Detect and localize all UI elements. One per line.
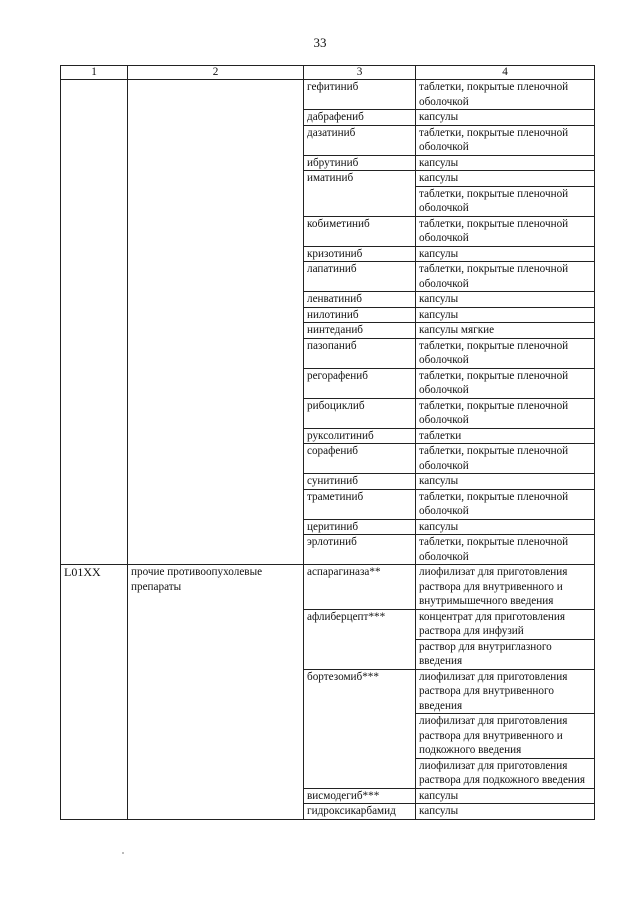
table-row [61,565,595,610]
dosage-form-cell: концентрат для приготовления раствора для инфузий [416,609,595,639]
dosage-form-cell: капсулы [416,307,595,323]
dosage-form-cell: таблетки, покрытые пленочной оболочкой [416,216,595,246]
drug-name-cell: пазопаниб [304,338,416,368]
drug-name-cell: гидроксикарбамид [304,804,416,820]
drug-table [60,65,595,820]
dosage-form-cell: капсулы [416,110,595,126]
dosage-form-cell: капсулы [416,171,595,187]
drug-name-cell: нинтеданиб [304,323,416,339]
dosage-form-cell: таблетки, покрытые пленочной оболочкой [416,368,595,398]
header-col-4: 4 [416,66,595,80]
drug-name-cell: руксолитиниб [304,428,416,444]
drug-name-cell: регорафениб [304,368,416,398]
drug-name-cell: аспарагиназа** [304,565,416,610]
drug-name-cell: траметиниб [304,489,416,519]
drug-name-cell: ибрутиниб [304,155,416,171]
table-header [61,66,595,80]
drug-name-cell: бортезомиб*** [304,669,416,788]
dosage-form-cell: капсулы [416,246,595,262]
dosage-form-cell: таблетки, покрытые пленочной оболочкой [416,80,595,110]
drug-name-cell: сунитиниб [304,474,416,490]
atc-code-cell-empty [61,80,128,565]
dosage-form-cell: лиофилизат для приготовления раствора для внутривенного введения [416,669,595,714]
table-body [61,80,595,820]
atc-code-cell: L01XX [61,565,128,820]
dosage-form-cell: капсулы [416,788,595,804]
dosage-form-cell: раствор для внутриглазного введения [416,639,595,669]
drug-name-cell: иматиниб [304,171,416,217]
drug-name-cell: сорафениб [304,444,416,474]
dosage-form-cell: таблетки, покрытые пленочной оболочкой [416,262,595,292]
page-number: 33 [313,35,327,50]
header-col-2: 2 [128,66,304,80]
dosage-form-cell: лиофилизат для приготовления раствора для внутривенного и подкожного введения [416,714,595,759]
drug-name-cell: рибоциклиб [304,398,416,428]
dosage-form-cell: таблетки, покрытые пленочной оболочкой [416,125,595,155]
drug-name-cell: кризотиниб [304,246,416,262]
dosage-form-cell: капсулы [416,804,595,820]
table-row [61,80,595,110]
header-col-3: 3 [304,66,416,80]
dosage-form-cell: капсулы [416,519,595,535]
drug-name-cell: афлиберцепт*** [304,609,416,669]
drug-name-cell: эрлотиниб [304,535,416,565]
dosage-form-cell: таблетки, покрытые пленочной оболочкой [416,398,595,428]
dosage-form-cell: таблетки, покрытые пленочной оболочкой [416,489,595,519]
scan-speck [122,852,124,854]
dosage-form-cell: таблетки, покрытые пленочной оболочкой [416,535,595,565]
drug-name-cell: дазатиниб [304,125,416,155]
dosage-form-cell: лиофилизат для приготовления раствора для внутривенного и внутримышечного введения [416,565,595,610]
drug-name-cell: гефитиниб [304,80,416,110]
drug-name-cell: церитиниб [304,519,416,535]
drug-name-cell: ленватиниб [304,292,416,308]
dosage-form-cell: таблетки, покрытые пленочной оболочкой [416,186,595,216]
dosage-form-cell: капсулы мягкие [416,323,595,339]
drug-name-cell: дабрафениб [304,110,416,126]
dosage-form-cell: капсулы [416,474,595,490]
group-name-cell: прочие противоопухолевые препараты [128,565,304,820]
dosage-form-cell: капсулы [416,292,595,308]
dosage-form-cell: таблетки [416,428,595,444]
dosage-form-cell: таблетки, покрытые пленочной оболочкой [416,338,595,368]
dosage-form-cell: таблетки, покрытые пленочной оболочкой [416,444,595,474]
drug-name-cell: нилотиниб [304,307,416,323]
group-name-cell-empty [128,80,304,565]
drug-name-cell: лапатиниб [304,262,416,292]
drug-name-cell: висмодегиб*** [304,788,416,804]
dosage-form-cell: лиофилизат для приготовления раствора для подкожного введения [416,758,595,788]
drug-name-cell: кобиметиниб [304,216,416,246]
dosage-form-cell: капсулы [416,155,595,171]
header-col-1: 1 [61,66,128,80]
